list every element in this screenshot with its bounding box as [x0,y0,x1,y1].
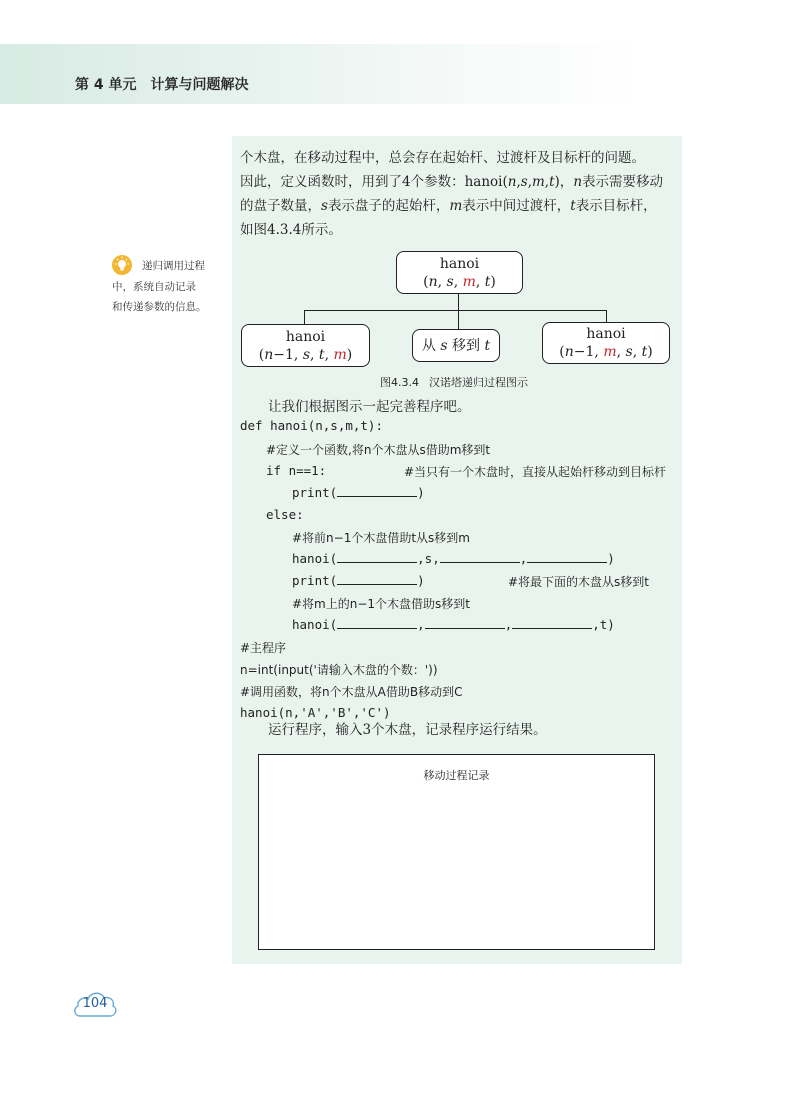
arg-m: m [462,274,476,290]
code-token: , [504,617,513,632]
node-func-name: hanoi [439,256,480,272]
paren: ( [423,274,429,290]
node-args [242,346,369,364]
figure-caption [380,374,528,390]
comment-text: #当只有一个木盘时，直接从起始杆移动到目标杆 [404,465,667,479]
code-comment [404,463,666,480]
code-comment [240,639,286,656]
sep: , [616,344,626,360]
arg-s: s [625,344,633,360]
node-args [543,343,669,361]
figure-number: 图4.3.4 [380,376,419,389]
tree-middle-node [412,329,500,362]
code-line [240,661,438,678]
code-line [292,485,425,500]
answer-blank[interactable] [425,617,505,629]
intro-line-2 [240,170,676,194]
minus-one: −1, [273,347,303,363]
code-token: ,t) [592,617,615,632]
comment-text: #将最下面的木盘从s移到t [508,575,650,589]
paren: ) [647,344,653,360]
run-instruction: 运行程序，输入3个木盘，记录程序运行结果。 [268,722,547,738]
record-box[interactable] [258,754,655,950]
param-s: s [321,198,328,214]
answer-blank[interactable] [527,551,607,563]
tree-connector [458,294,459,310]
comma: , [544,174,550,190]
node-func-name: hanoi [285,329,326,345]
comment-text: #定义一个函数,将n个木盘从s借助m移到t [266,443,491,457]
answer-blank[interactable] [337,485,417,497]
code-token: hanoi( [292,551,338,566]
param-m: m [531,174,545,190]
page-number: 104 [82,996,108,1011]
move-label: 移到 [447,338,485,354]
code-token: print( [292,573,338,588]
param-s: s [520,174,528,190]
sep: , [453,274,463,290]
tree-connector [304,310,607,311]
code-comment [266,441,490,458]
code-comment [292,529,470,546]
node-func-name: hanoi [586,326,626,342]
answer-blank[interactable] [512,617,592,629]
comment-text: #将m上的n−1个木盘借助s移到t [292,597,470,611]
param-n: n [507,174,517,190]
param-m: m [449,198,463,214]
unit-title: 计算与问题解决 [150,77,249,93]
minus-one: −1, [573,344,604,360]
lightbulb-icon [112,255,132,275]
code-line [292,551,615,566]
arg-t: t [641,344,648,360]
unit-number: 第 4 单元 [75,77,137,93]
param-t: t [549,174,555,190]
code-token: hanoi( [292,617,338,632]
intro-text: 因此，定义函数时，用到了4个参数：hanoi( [240,174,508,190]
comma: , [516,174,521,190]
code-line: def hanoi(n,s,m,t): [240,418,383,433]
code-token: ,s, [417,551,440,566]
code-token: ) [607,551,615,566]
code-token: , [519,551,528,566]
code-comment [240,683,462,700]
intro-text: 表示盘子的起始杆， [327,198,450,214]
code-line [292,617,615,632]
arg-n: n [264,347,274,363]
param-t: t [570,198,576,214]
comma: , [527,174,532,190]
tree-connector [458,310,459,329]
comment-text: #调用函数，将n个木盘从A借助B移动到C [240,685,463,699]
param-n: n [573,174,583,190]
answer-blank[interactable] [337,551,417,563]
lead-text: 让我们根据图示一起完善程序吧。 [268,399,471,415]
code-token: ) [417,485,425,500]
code-comment [508,573,649,590]
sep: , [324,347,334,363]
intro-line-3 [240,194,676,218]
code-comment [292,595,470,612]
sep: , [475,274,485,290]
code-line: hanoi(n,'A','B','C') [240,705,391,720]
code-line: else: [266,507,304,522]
figure-title: 汉诺塔递归过程图示 [429,376,528,389]
intro-line-1: 个木盘，在移动过程中，总会存在起始杆、过渡杆及目标杆的问题。 [240,150,645,166]
code-text: n=int(input('请输入木盘的个数：')) [240,663,438,677]
unit-header [75,74,249,94]
answer-blank[interactable] [337,573,417,585]
tree-connector [606,310,607,322]
move-label: 从 [421,338,441,354]
paren: ) [346,347,353,363]
arg-t: t [484,338,491,354]
node-args [397,273,522,291]
arg-t: t [318,347,325,363]
arg-s: s [302,347,311,363]
paren: ( [258,347,265,363]
comment-text: #将前n−1个木盘借助t从s移到m [292,531,470,545]
record-title: 移动过程记录 [423,769,490,782]
arg-m: m [603,344,617,360]
tree-connector [304,310,305,325]
arg-n: n [428,274,438,290]
intro-text: 表示需要移动 [582,174,664,190]
tree-right-node [542,322,670,364]
comment-text: #主程序 [240,641,287,655]
intro-text: )， [554,174,574,190]
tree-left-node [241,324,370,367]
sep: , [632,344,642,360]
arg-m: m [333,347,347,363]
tree-root-node [396,251,523,294]
code-token: print( [292,485,338,500]
answer-blank[interactable] [440,551,520,563]
tip-line-2: 中，系统自动记录 [112,281,196,293]
code-token: , [417,617,425,632]
sep: , [437,274,447,290]
tip-line-1: 递归调用过程 [142,260,205,272]
code-line [292,573,425,588]
tip-line-3: 和传递参数的信息。 [112,301,207,313]
arg-s: s [440,338,448,354]
arg-s: s [446,274,454,290]
intro-line-4: 如图4.3.4所示。 [240,222,342,238]
code-token: ) [417,573,425,588]
sep: , [310,347,319,363]
paren: ( [559,344,565,360]
code-line: if n==1: [266,463,327,478]
paren: ) [490,274,496,290]
intro-text: 的盘子数量， [240,198,321,214]
arg-n: n [564,344,574,360]
intro-text: 表示目标杆， [575,198,657,214]
arg-t: t [484,274,491,290]
intro-text: 表示中间过渡杆， [462,198,571,214]
answer-blank[interactable] [337,617,417,629]
